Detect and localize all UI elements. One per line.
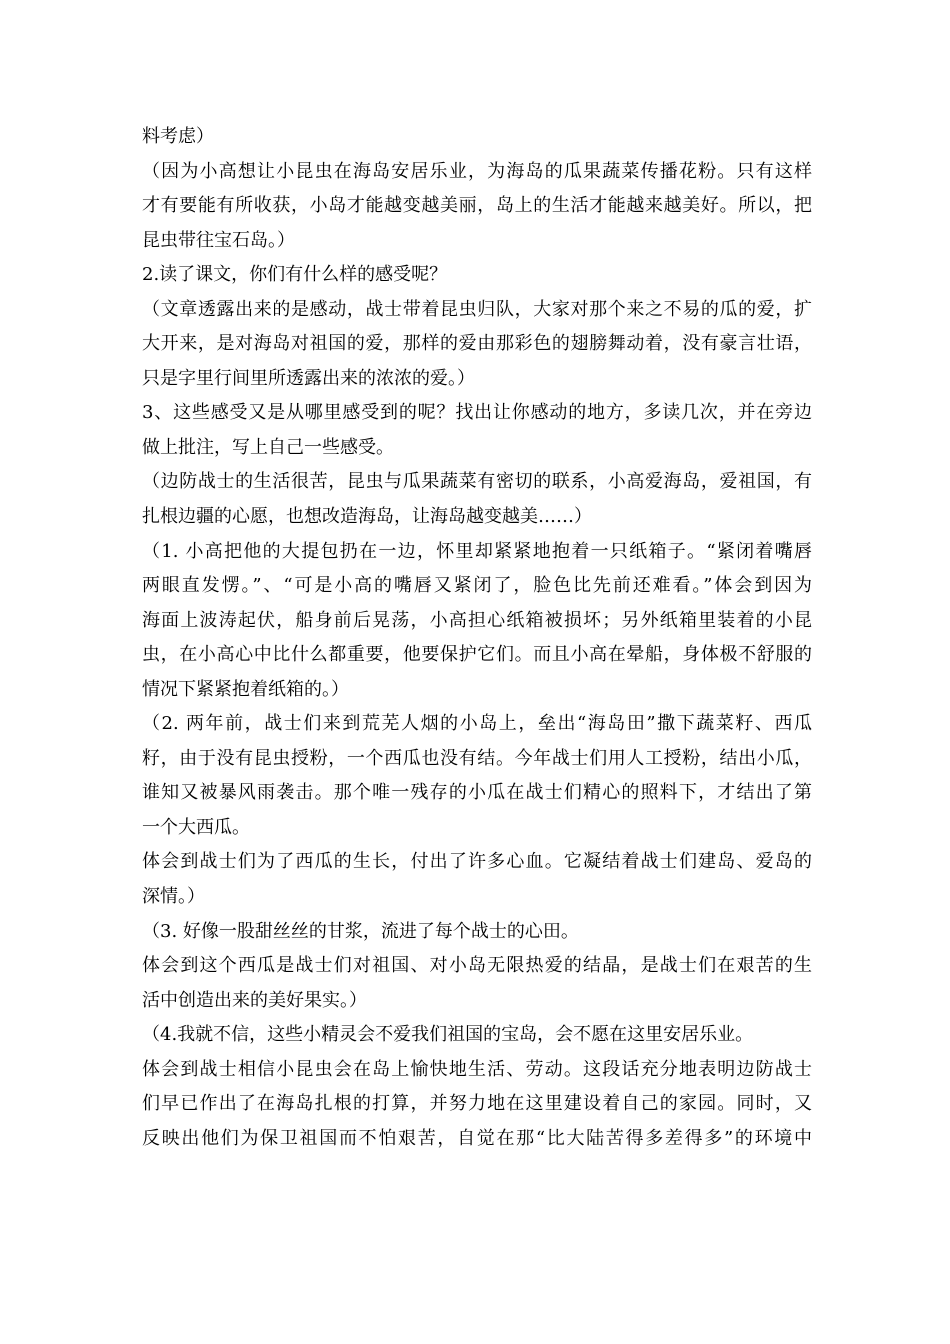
text-line: 才有要能有所收获，小岛才能越变越美丽，岛上的生活才能越来越美好。所以，把	[142, 195, 812, 217]
text-line: 体会到战士相信小昆虫会在岛上愉快地生活、劳动。这段话充分地表明边防战士	[142, 1058, 812, 1080]
text-line: 大开来，是对海岛对祖国的爱，那样的爱由那彩色的翅膀舞动着，没有豪言壮语，	[142, 333, 812, 355]
text-line: （因为小高想让小昆虫在海岛安居乐业，为海岛的瓜果蔬菜传播花粉。只有这样	[142, 160, 812, 182]
text-line: 2.读了课文，你们有什么样的感受呢？	[142, 264, 448, 286]
text-line: 做上批注，写上自己一些感受。	[142, 436, 394, 458]
text-line: （边防战士的生活很苦，昆虫与瓜果蔬菜有密切的联系，小高爱海岛，爱祖国，有	[142, 471, 812, 493]
text-line: （文章透露出来的是感动，战士带着昆虫归队，大家对那个来之不易的瓜的爱，扩	[142, 298, 812, 320]
text-line: 们早已作出了在海岛扎根的打算，并努力地在这里建设着自己的家园。同时，又	[142, 1093, 812, 1115]
text-line: （2. 两年前，战士们来到荒芜人烟的小岛上，垒出“海岛田”撒下蔬菜籽、西瓜	[142, 713, 812, 735]
text-line: 虫，在小高心中比什么都重要，他要保护它们。而且小高在晕船，身体极不舒服的	[142, 644, 812, 666]
text-line: 情况下紧紧抱着纸箱的。）	[142, 678, 349, 700]
document-body	[142, 120, 812, 1156]
text-line: 体会到战士们为了西瓜的生长，付出了许多心血。它凝结着战士们建岛、爱岛的	[142, 851, 812, 873]
text-line: 海面上波涛起伏，船身前后晃荡，小高担心纸箱被损坏；另外纸箱里装着的小昆	[142, 609, 812, 631]
text-line: 两眼直发愣。”、“可是小高的嘴唇又紧闭了，脸色比先前还难看。”体会到因为	[142, 575, 812, 597]
text-line: 反映出他们为保卫祖国而不怕艰苦，自觉在那“比大陆苦得多差得多”的环境中	[142, 1127, 812, 1149]
text-line: 一个大西瓜。	[142, 816, 250, 838]
text-line: 籽，由于没有昆虫授粉，一个西瓜也没有结。今年战士们用人工授粉，结出小瓜，	[142, 747, 812, 769]
text-line: 只是字里行间里所透露出来的浓浓的爱。）	[142, 367, 475, 389]
text-line: 活中创造出来的美好果实。）	[142, 989, 367, 1011]
text-line: 谁知又被暴风雨袭击。那个唯一残存的小瓜在战士们精心的照料下，才结出了第	[142, 782, 812, 804]
text-line: 3、这些感受又是从哪里感受到的呢？找出让你感动的地方，多读几次，并在旁边	[142, 402, 812, 424]
text-line: （3. 好像一股甜丝丝的甘浆，流进了每个战士的心田。	[142, 920, 579, 942]
text-line: 体会到这个西瓜是战士们对祖国、对小岛无限热爱的结晶，是战士们在艰苦的生	[142, 955, 812, 977]
text-line: 料考虑）	[142, 126, 214, 147]
text-line: 深情。）	[142, 886, 205, 908]
text-line: 昆虫带往宝石岛。）	[142, 229, 295, 251]
text-line: （4.我就不信，这些小精灵会不爱我们祖国的宝岛，会不愿在这里安居乐业。	[142, 1024, 754, 1046]
text-line: 扎根边疆的心愿，也想改造海岛，让海岛越变越美……）	[142, 506, 592, 528]
text-line: （1. 小高把他的大提包扔在一边，怀里却紧紧地抱着一只纸箱子。“紧闭着嘴唇	[142, 540, 812, 562]
